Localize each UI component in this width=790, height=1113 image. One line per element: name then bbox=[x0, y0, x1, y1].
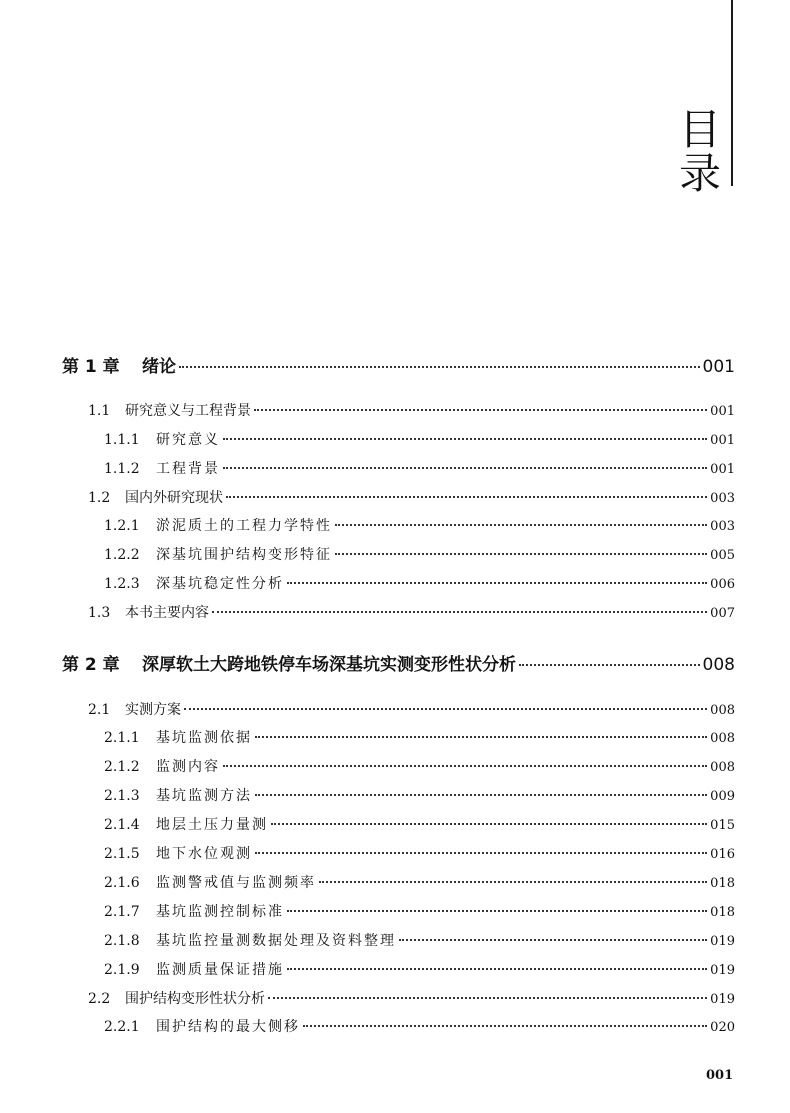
toc-entry-2-2-1[interactable] bbox=[104, 1016, 735, 1036]
toc-entry-1-1-1[interactable] bbox=[104, 429, 735, 449]
section-number: 2.1.8 bbox=[104, 933, 140, 949]
toc-entry-1-1[interactable] bbox=[88, 400, 735, 420]
toc-entry-2-1-6[interactable] bbox=[104, 872, 735, 892]
dot-leader bbox=[212, 610, 707, 613]
chapter-title: 深厚软土大跨地铁停车场深基坑实测变形性状分析 bbox=[142, 655, 516, 675]
section-title: 基坑监测依据 bbox=[156, 730, 252, 746]
page-ref: 019 bbox=[710, 992, 735, 1007]
page-ref: 001 bbox=[710, 433, 735, 448]
section-title: 监测内容 bbox=[156, 759, 220, 775]
toc-entry-1-2-2[interactable] bbox=[104, 544, 735, 564]
page-ref: 018 bbox=[710, 876, 735, 891]
section-title: 围护结构的最大侧移 bbox=[156, 1019, 300, 1035]
section-title: 深基坑稳定性分析 bbox=[156, 576, 284, 592]
chapter-number: 第 1 章 bbox=[62, 357, 120, 377]
page-ref: 018 bbox=[710, 905, 735, 920]
toc-title-char-2: 录 bbox=[678, 149, 721, 198]
toc-entry-1-1-2[interactable] bbox=[104, 458, 735, 478]
section-number: 2.1.4 bbox=[104, 817, 140, 833]
page-ref: 008 bbox=[710, 760, 735, 775]
toc-entry-2-2[interactable] bbox=[88, 988, 735, 1008]
dot-leader bbox=[255, 851, 707, 854]
section-number: 2.1.3 bbox=[104, 788, 140, 804]
toc-title-char-1: 目 bbox=[678, 105, 721, 154]
page-ref: 016 bbox=[710, 847, 735, 862]
dot-leader bbox=[399, 938, 707, 941]
section-number: 2.1 bbox=[88, 702, 111, 718]
section-title: 深基坑围护结构变形特征 bbox=[156, 547, 332, 563]
section-number: 1.1 bbox=[88, 403, 111, 419]
section-number: 2.1.9 bbox=[104, 962, 140, 978]
page-ref: 008 bbox=[710, 703, 735, 718]
toc-entry-1-2-3[interactable] bbox=[104, 573, 735, 593]
dot-leader bbox=[519, 663, 700, 666]
page-ref: 019 bbox=[710, 934, 735, 949]
dot-leader bbox=[184, 707, 707, 710]
section-title: 基坑监测方法 bbox=[156, 788, 252, 804]
page-ref: 020 bbox=[710, 1020, 735, 1035]
toc-chapter-1[interactable] bbox=[62, 352, 735, 377]
toc-entry-2-1-8[interactable] bbox=[104, 930, 735, 950]
page-ref: 007 bbox=[710, 606, 735, 621]
dot-leader bbox=[335, 552, 707, 555]
section-number: 1.1.2 bbox=[104, 461, 140, 477]
dot-leader bbox=[271, 822, 707, 825]
section-title: 研究意义 bbox=[156, 432, 220, 448]
dot-leader bbox=[226, 495, 707, 498]
dot-leader bbox=[303, 1024, 707, 1027]
toc-chapter-2[interactable] bbox=[62, 650, 735, 675]
section-title: 工程背景 bbox=[156, 461, 220, 477]
page-ref: 019 bbox=[710, 963, 735, 978]
dot-leader bbox=[287, 967, 707, 970]
section-title: 实测方案 bbox=[125, 702, 181, 718]
section-title: 地下水位观测 bbox=[156, 846, 252, 862]
dot-leader bbox=[268, 996, 707, 999]
toc-entry-2-1-3[interactable] bbox=[104, 785, 735, 805]
section-number: 1.3 bbox=[88, 605, 111, 621]
dot-leader bbox=[223, 437, 707, 440]
section-title: 国内外研究现状 bbox=[125, 490, 223, 506]
toc-entry-2-1-1[interactable] bbox=[104, 727, 735, 747]
page-number: 001 bbox=[706, 1068, 734, 1083]
dot-leader bbox=[254, 408, 707, 411]
section-title: 淤泥质土的工程力学特性 bbox=[156, 518, 332, 534]
page-ref: 008 bbox=[702, 655, 735, 675]
toc-entry-2-1-2[interactable] bbox=[104, 756, 735, 776]
toc-entry-2-1-9[interactable] bbox=[104, 959, 735, 979]
section-number: 2.1.6 bbox=[104, 875, 140, 891]
page-ref: 001 bbox=[702, 357, 735, 377]
page-ref: 006 bbox=[710, 577, 735, 592]
page-ref: 015 bbox=[710, 818, 735, 833]
section-number: 1.2.3 bbox=[104, 576, 140, 592]
dot-leader bbox=[319, 880, 707, 883]
toc-entry-1-2-1[interactable] bbox=[104, 515, 735, 535]
toc-entry-1-2[interactable] bbox=[88, 487, 735, 507]
dot-leader bbox=[223, 764, 707, 767]
section-title: 研究意义与工程背景 bbox=[125, 403, 251, 419]
toc-entry-2-1-7[interactable] bbox=[104, 901, 735, 921]
section-number: 2.1.7 bbox=[104, 904, 140, 920]
page-ref: 001 bbox=[710, 462, 735, 477]
section-number: 1.2 bbox=[88, 490, 111, 506]
section-number: 2.2.1 bbox=[104, 1019, 140, 1035]
section-number: 1.2.1 bbox=[104, 518, 140, 534]
dot-leader bbox=[255, 793, 707, 796]
section-number: 2.1.5 bbox=[104, 846, 140, 862]
page-ref: 008 bbox=[710, 731, 735, 746]
section-title: 基坑监控量测数据处理及资料整理 bbox=[156, 933, 396, 949]
page-ref: 003 bbox=[710, 519, 735, 534]
page-ref: 005 bbox=[710, 548, 735, 563]
dot-leader bbox=[179, 365, 700, 368]
chapter-title: 绪论 bbox=[142, 357, 176, 377]
section-number: 1.2.2 bbox=[104, 547, 140, 563]
section-title: 监测警戒值与监测频率 bbox=[156, 875, 316, 891]
section-title: 本书主要内容 bbox=[125, 605, 209, 621]
page-ref: 009 bbox=[710, 789, 735, 804]
section-number: 1.1.1 bbox=[104, 432, 140, 448]
section-title: 围护结构变形性状分析 bbox=[125, 991, 265, 1007]
dot-leader bbox=[287, 581, 707, 584]
section-title: 监测质量保证措施 bbox=[156, 962, 284, 978]
dot-leader bbox=[223, 466, 707, 469]
toc-entry-1-3[interactable] bbox=[88, 602, 735, 622]
section-number: 2.1.2 bbox=[104, 759, 140, 775]
dot-leader bbox=[287, 909, 707, 912]
section-title: 基坑监测控制标准 bbox=[156, 904, 284, 920]
chapter-number: 第 2 章 bbox=[62, 655, 120, 675]
toc-entry-2-1[interactable] bbox=[88, 699, 735, 719]
section-number: 2.2 bbox=[88, 991, 111, 1007]
dot-leader bbox=[335, 523, 707, 526]
page-ref: 001 bbox=[710, 404, 735, 419]
section-number: 2.1.1 bbox=[104, 730, 140, 746]
toc-entry-2-1-4[interactable] bbox=[104, 814, 735, 834]
section-title: 地层土压力量测 bbox=[156, 817, 268, 833]
page-ref: 003 bbox=[710, 491, 735, 506]
toc-entry-2-1-5[interactable] bbox=[104, 843, 735, 863]
dot-leader bbox=[255, 735, 707, 738]
